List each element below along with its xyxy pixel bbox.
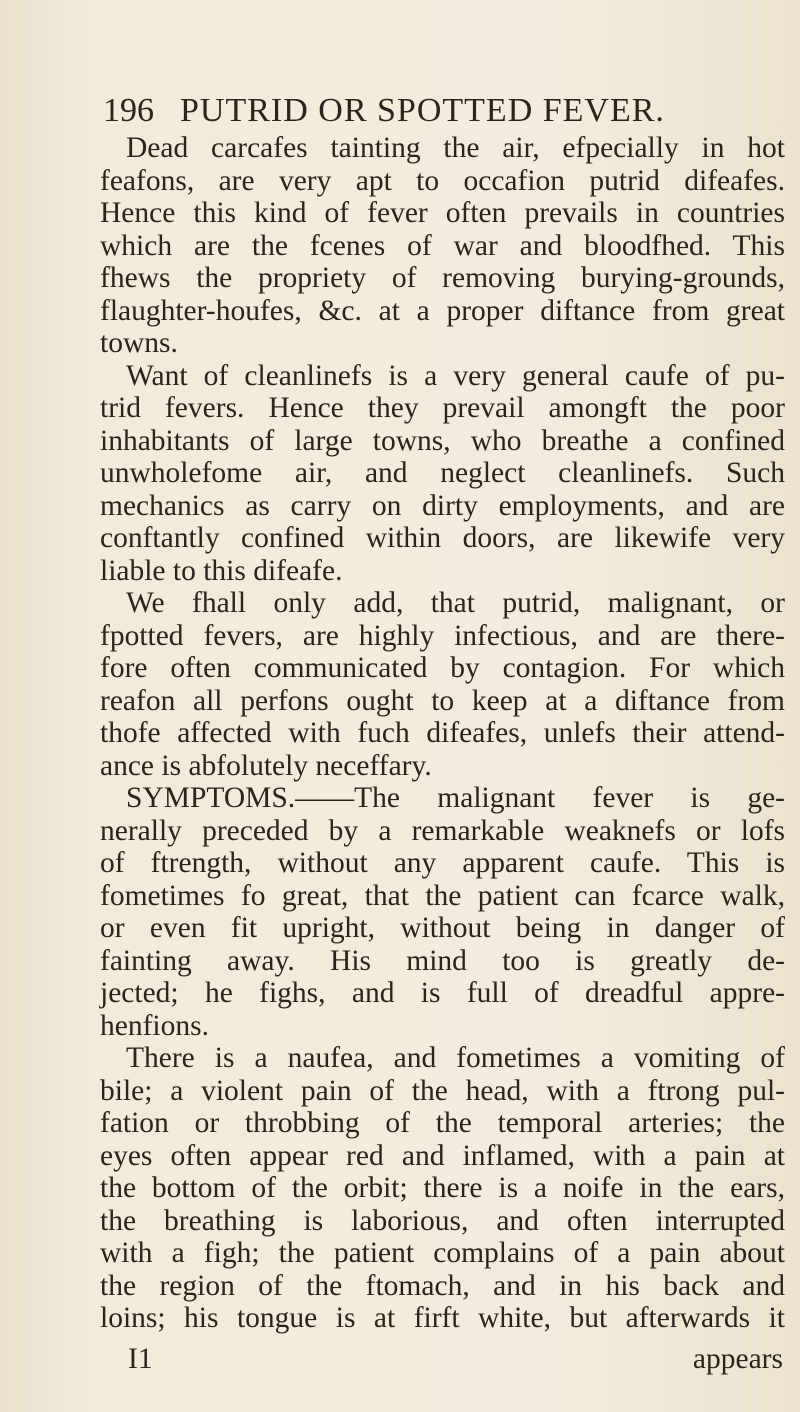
text-line: of ftrength, without any apparent caufe. This is — [100, 847, 785, 879]
signature-mark: I1 — [128, 1343, 153, 1375]
text-line: trid fevers. Hence they prevail amongft the poor — [100, 392, 785, 424]
text-line: the breathing is laborious, and often interrupted — [100, 1204, 785, 1237]
text-line: fore often communicated by contagion. For which — [100, 652, 785, 684]
text-line: fation or throbbing of the temporal arteries; the — [100, 1107, 785, 1139]
text-line: fometimes fo great, that the patient can fcarce walk, — [100, 879, 785, 912]
text-line: fpotted fevers, are highly infectious, and are there- — [100, 619, 785, 652]
text-line: Dead carcafes tainting the air, efpecially in hot — [126, 132, 785, 164]
text-line: nerally preceded by a remarkable weaknefs or lofs — [100, 814, 785, 847]
text-line: the bottom of the orbit; there is a noife in the ears, — [100, 1172, 785, 1204]
text-line: conftantly confined within doors, are likewife very — [100, 522, 785, 554]
text-line: with a figh; the patient complains of a pain about — [100, 1237, 785, 1269]
text-line: ance is abfolutely neceffary. — [100, 749, 432, 782]
text-line: the region of the ftomach, and in his back and — [100, 1269, 785, 1302]
text-line: inhabitants of large towns, who breathe a confined — [100, 424, 785, 457]
text-line: SYMPTOMS.——The malignant fever is ge- — [126, 782, 785, 814]
text-line: thofe affected with fuch difeafes, unlefs their attend- — [100, 717, 785, 749]
text-line: towns. — [100, 327, 178, 359]
text-line: eyes often appear red and inflamed, with a pain at — [100, 1139, 785, 1172]
text-line: flaughter-houfes, &c. at a proper diftance from great — [100, 294, 785, 327]
text-line: which are the fcenes of war and bloodfhed. This — [100, 229, 785, 262]
page-footer — [128, 1343, 783, 1383]
text-line: henfions. — [100, 1009, 209, 1042]
text-line: feafons, are very apt to occafion putrid difeafes. — [100, 164, 785, 197]
text-line: Hence this kind of fever often prevails in countries — [100, 197, 785, 229]
text-line: liable to this difeafe. — [100, 554, 343, 587]
text-line: unwholefome air, and neglect cleanlinefs. Such — [100, 457, 785, 489]
text-line: fainting away. His mind too is greatly de- — [100, 944, 785, 977]
text-line: There is a naufea, and fometimes a vomiting of — [126, 1042, 785, 1074]
running-head: PUTRID OR SPOTTED FEVER. — [180, 92, 665, 129]
text-line: mechanics as carry on dirty employments, and are — [100, 489, 785, 522]
catchword: appears — [692, 1343, 783, 1375]
text-line: We fhall only add, that putrid, malignant, or — [126, 587, 785, 619]
text-line: Want of cleanlinefs is a very general caufe of pu- — [126, 359, 785, 392]
text-line: bile; a violent pain of the head, with a ftrong pul- — [100, 1074, 785, 1107]
text-line: or even fit upright, without being in danger of — [100, 912, 785, 944]
text-line: loins; his tongue is at firft white, but afterwards it — [100, 1302, 785, 1334]
text-line: jected; he fighs, and is full of dreadful appre- — [100, 977, 785, 1009]
page-number: 196 — [103, 92, 154, 129]
text-line: fhews the propriety of removing burying-grounds, — [100, 262, 785, 294]
body-text — [100, 132, 785, 1335]
text-line: reafon all perfons ought to keep at a diftance from — [100, 684, 785, 717]
